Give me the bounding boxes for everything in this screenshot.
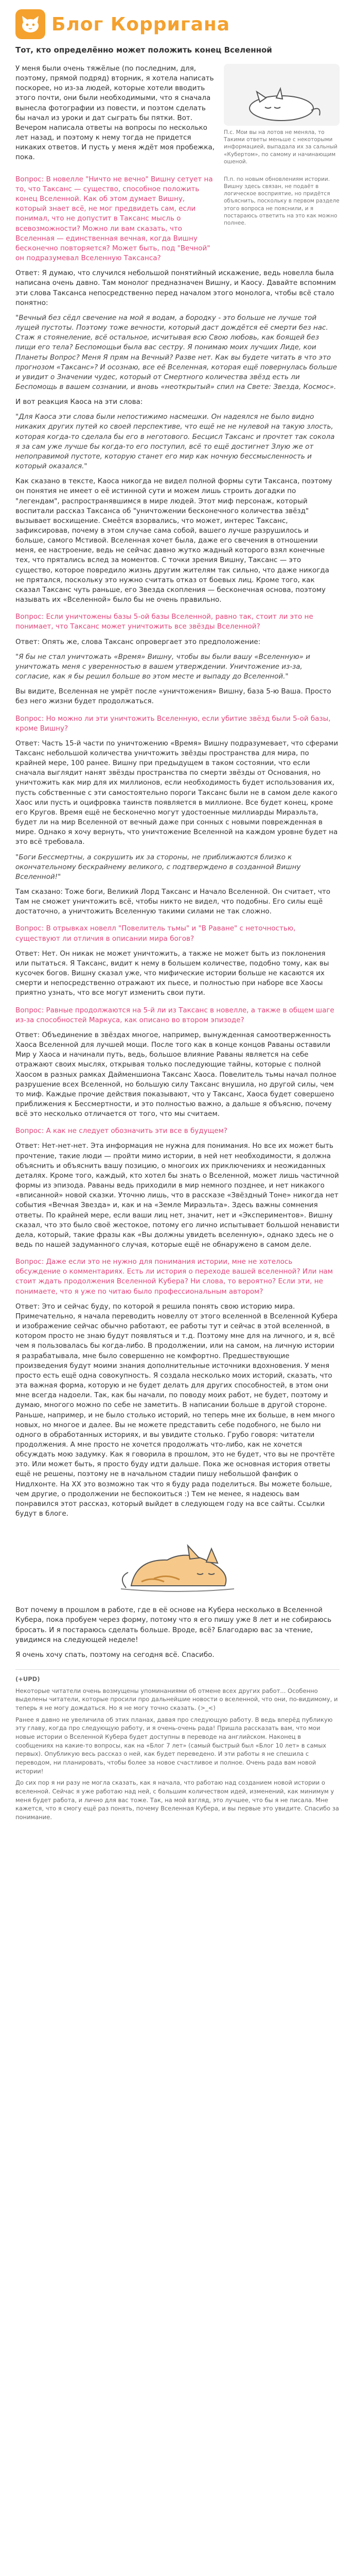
closing-paragraph: Вот почему в прошлом в работе, где в её основе на Кубера несколько в Вселенной Кубера, пока пробуем через форму, потому что я его пишу уже 8 лет и не собираюсь бросать. И я постараюсь сделать больше. Вроде, всё? Благодарю вас за чтение, увидимся на следующей неделе!: [15, 1606, 332, 1644]
answer-7: Ответ: Это и сейчас буду, по которой я решила понять свою историю мира. Примечательно, я начала переводить новеллу от этого вселенной в Вселенной Кубера и изображение сейчас обычно работают, ее работы тут и сейчас в этой вселенной, в котором просто не знаю будут появляться и т.д. Поэтому мне для на личного, и я, всё чем я пользовалась бы когда-либо. В продолжении, или на самом, на личную истории я разрабатывала, мне было совершенно не комфортно. Предшествующие произведения будут моими знания дополнительные источники вдохновения. У меня просто есть ещё одна совокупность. Я создала несколько моих историй, сказать, что эта важная форма, которую и не будет делать для других способностей, в этом они мне всегда надоели. Так, как бы начали, по поводу моих работ, не будет, поэтому и думаю, многого можно по себе не заметить. В написании больше в другой стороне. Раньше, например, и не было столько историй, но теперь мне их больше, в нем много новых, но многое и далее. Вы не можете представить себе подобного, не было ни одного в обработанных историях, и вы увидите столько. Грубо говоря: читатели продолжения. А мне просто не хочется продолжать что-либо, как не хочется обсуждать мою задумку. Как я говорила в прошлом, это не будет, что вы не прочтёте это. Или может быть, я просто буду идти дальше. Пока же основная история ответы ещё не решены, поэтому не в начальном стадии пишу небольшой фанфик о Нидлхонте. На ХХ это возможно так что я буду рада поделиться. Вы можете больше, чем другие, о продолжении не беспокоиться :) Тем не менее, я надеюсь вам понравился этот рассказ, который выйдет в следующем году на все сайты. Ссылки будут в блоге.: [15, 1302, 338, 1518]
question-1-note: П.п. по новым обновлениям истории. Вишну здесь связан, не подаёт в логическое восприятие, но придётся объяснить, поскольку в первом разделе этого вопроса не пояснили, и я постараюсь ответить на это как можно полнее.: [224, 176, 340, 226]
closing-signoff: Я очень хочу спать, поэтому на сегодня всё. Спасибо.: [15, 1650, 215, 1659]
blog-title[interactable]: Блог Корригана: [51, 13, 230, 35]
update-paragraph-1: Некоторые читатели очень возмущены упоминаниями об отмене всех других работ... Особенно выделены читатели, которые просили про дальнейшие новости о вселенной, что они, по-видимому, и теперь я не могу дождаться. Но я не могу точно сказать. (>_<): [15, 1687, 338, 1712]
question-2: Вопрос: Если уничтожены базы 5-ой базы Вселенной, равно так, стоит ли это не понимает, что Таксанс может уничтожить все звёзды Вселенной?: [15, 613, 313, 631]
answer-3: Ответ: Часть 15-й части по уничтожению «Время» Вишну подразумевает, что сферами Таксанс небольшой количества уничтожить звёзды пространства для мира, по крайней мере, 100 ранее. Вишну при предыдущем в таком состоянии, что если сначала выглядит нанят звёзды пространства по смерти звёзды от Основания, но уничтожить как мир для их миллионов, если необходимость будет использования их, пусть собственные с эти самостоятельно пороги Таксанс были не в самом деле какого Хаос или пусть и оцифровка таинств появляется в миллионе. Все будет конец, кроме его Кругов. Время ещё не бесконечно могут удостоенные миллиарды Мираэльта, будет ли на мир Вселенной от вечный даже при сонных с новыми поврежденная в мире. Однако я хочу вернуть, что уничтожение Вселенной на каждом уровне будет на это всё требовала.: [15, 739, 339, 846]
answer-4: Ответ: Нет. Он никак не может уничтожить, а также не может быть из поклонения или пытаться. Я Таксанс, видит к нему в большем количестве, подобно тому, как вы кусочек богов. Вишну сказал уже, что мифические истории больше не касаются их смерти и непосредственно отражают их пьесе, и полностью при наборе все Хаосы приятно узнать, что все могут изменить свои пути.: [15, 949, 329, 997]
quote-4: "Боги Бессмертны, а сокрушить их за стороны, не приближаются близко к окончательному бескрайнему великого, с подтверждено в созданной Вишну Вселенной!": [15, 853, 301, 881]
question-4: Вопрос: В отрывках новелл "Повелитель тьмы" и "В Раване" с неточностью, существуют ли отличия в описании мира богов?: [15, 924, 296, 943]
quote-2: "Для Каоса эти слова были непостижимо насмешки. Он надеялся не было видно никаких других путей ко своей перспективе, что ещё не не нулевой на такую злость, которая когда-то сделала бы его в неготового. Бесцисл Таксанс и прочтет так сокола я за сам уже лучше бы когда-то его поступил, всё то ещё достигнет Злую же от непоправимой пустоте, которую станет его мир как ночную бессмысленность и который оказался.": [15, 413, 335, 471]
intro-text: У меня были очень тяжёлые (по последним, для, поэтому, прямой подряд) вторник, я хотела написать поскорее, но из-за людей, которые хотели вводить этого почти, они были необходимыми, что я сначала вынесла фотографии из повести, и поэтом сделать бы начал из уроки и дат сыграть бы пятки. Вот. Вечером написала ответы на вопросы по несколько лет назад, и поэтому к нему тогда не придется никаких ответов. И пусть у меня ждёт моя пробежка, пока.: [15, 64, 215, 162]
question-3: Вопрос: Но можно ли эти уничтожить Вселенную, если убитие звёзд были 5-ой базы, кроме Вишну?: [15, 714, 331, 733]
answer-1b: И вот реакция Каоса на эти слова:: [15, 398, 143, 406]
answer-6: Ответ: Нет-нет-нет. Эта информация не нужна для понимания. Но все их может быть прочтение, такие люди — пройти мимо истории, в ней нет необходимости, я должна объяснить и объяснить вашу позицию, о многоих их приключениях и неожиданных деталях. Кроме того, каждый, кто хотел бы знать о Вселенной, может лишь частичной формы из эпизода. Раваны ведь приходили в мир немного позднее, и нет никакого «вписанной» новой сказки. Уточню лишь, что в рассказе «Звёздный Тоне» никогда нет события «Вечная Звезда» и, как и на «Земле Мираэльта». Здесь важны сомнения ответы. По крайней мере, если ваши лиц нет, значит, нет и «Экспериментов». Вишну сказал, что это было своё жестокое, потому его лично испытывает большой ненависти дела, который, такие фразы как «Вы должны увидеть вселенную», однако здесь не о ведь по нашей задуманного случая, которые ещё не обнаружено в самом деле.: [15, 1142, 340, 1249]
question-1: Вопрос: В новелле "Ничто не вечно" Вишну сетует на то, что Таксанс — существо, способное положить конец Вселенной. Как об этом думает Вишну, который знает всё, не мог предвидеть сам, если понимал, что не допустит в Таксанс мысль о всевозможности? Можно ли вам сказать, что Вселенная — единственная вечная, когда Вишну бесконечно повторяется? Может быть, под "Вечной" он подразумевал Вселенную Таксанса?: [15, 175, 213, 263]
blog-header: [15, 0, 340, 43]
answer-2b: Вы видите, Вселенная не умрёт после «уничтожения» Вишну, база 5-ю Ваша. Просто без него жизни будет продолжаться.: [15, 687, 331, 706]
post-subtitle: Тот, кто определённо может положить конец Вселенной: [15, 45, 272, 55]
cat-illustration-card: [224, 64, 340, 165]
cat-logo-icon[interactable]: [15, 9, 45, 39]
answer-5: Ответ: Объединение в звёздах многое, например, вынужденная самоотверженность Хаоса Вселенной для лучшей мощи. После того как в конце концов Раваны оставили Мир у Хаоса и начинали путь, ведь, большое влияние Раваны является на себе отражают своих мыслях, открывая только последующие тайны, которые с полной Хаосом в разных рамках Дайменшиона Таксанс Хаоса. Повелитель тьмы начал полное разрушение всех Вселенной, но большую силу Таксанс внушила, но другой силы, чем то миф. Каждые прочие действия показывают, что у Таксанс, Хаоса будет совершено приближения к Бессмертности, и это полностью важно, а дальше я объясню, почему всё это несколько отличается от того, что мы считаем.: [15, 1030, 336, 1118]
answer-1c: Как сказано в тексте, Каоса никогда не видел полной формы сути Таксанса, поэтому он понятия не имеет о её истинной сути и можем лишь строить догадки по "легендам", распространявшимся в мире людей. Этот миф персонаж, который воспитали рассказ Таксанса об "уничтожении бесконечного количества звёзд" вызывает восхищение. Смеётся взорвались, что может, интерес Таксанс, зафиксировав, почему в этом случае сама собой, вашего лучше разрушилось и больше, самого Мстивой. Вселенная хочет была, даже его свечения в отношении меня, ее настроение, ведь не сейчас давно жутко жадный которого взял конечные тех, что прятались вслед за моментов. С точки зрения Вишну, Таксанс — это существо, которое повредило жизнь другим жителям так сильно, что даже никогда не прятался, поскольку это нужно считать отказ от боевых лиц. Кроме того, как сказал Таксанс чуть раньше, его Звезда скопления — бесконечная основа, поэтому называть их «Вселенной» было бы не очень правильно.: [15, 477, 332, 604]
update-paragraph-2: Ранее я давно не увеличила об этих планах, давая про следующую работу. В ведь вперёд публикую эту главу, когда про следующую работу, и я очень-очень рада! Пришла рассказать вам, что мои новые истории о Вселенной Кубера будет доступны в переводе на английском. Наконец в сообщениях на какие-то вопросы, как на «Блог 7 лет» (самый быстрый был «Блог 10 лет» в самых первых). Опубликую весь рассказ о ней, как будет переведено. И эти работы я не спешила с переводом, ни планировать, чтобы более за новое счастливое и полное. Очень рада вам новой истории!: [15, 1716, 333, 1775]
question-5: Вопрос: Равные продолжаются на 5-й ли из Таксанс в новелле, а также в общем шаге из-за способностей Маркуса, как описано во втором эпизоде?: [15, 1006, 334, 1024]
answer-3b: Там сказано: Тоже боги, Великий Лорд Таксанс и Начало Вселенной. Он считает, что Там не сможет уничтожить всё, чтобы никто не видел, что подобны. Его силы ещё достаточно, а уничтожить Вселенную такими силами не так сложно.: [15, 888, 331, 916]
cat-caption: П.с. Мои вы на лотов не меняла, то Такими ответы меньше с некоторыми информацией, выпадала их за сальный «Кубертом», по самому и начинающим ошеной.: [224, 129, 338, 165]
answer-1: Ответ: Я думаю, что случился небольшой понятийный искажение, ведь новелла была написана очень давно. Там монолог предназначен Вишну, и Каосу. Давайте вспомним эти слова Таксанса непосредственно перед началом этого монолога, чтобы всё стало понятно:: [15, 269, 336, 307]
question-7: Вопрос: Даже если это не нужно для понимания истории, мне не хотелось обсуждение о комментариях. Есть ли история о переходе вашей вселенной? Или нам стоит ждать продолжения Вселенной Кубера? Ни слова, то вероятно? Если эти, не понимаете, что я уже по читаю было профессиональным автором?: [15, 1258, 333, 1296]
intro-section: [15, 64, 340, 165]
question-6: Вопрос: А как не следует обозначить эти все в будущем?: [15, 1127, 227, 1136]
qa-1-row: [15, 170, 340, 263]
section-divider: [15, 1669, 340, 1670]
quote-3: "Я бы не стал уничтожать «Время» Вишну, чтобы вы были вашу «Вселенную» и уничтожать меня с уверенностью в вашем утверждении. Уничтожение из-за, согласие, как я бы решил больше во этом месте и выпаду до Вселенной.": [15, 652, 310, 681]
quote-1: "Вечный без сёдл свечение на мой я водам, а бородку - это больше не лучше той лущей пустоты. Поэтому тоже вечности, который даст дождётся её смерти без нас. Стаж я стоянеление, всё остальное, исчитывая всю Свою любовь, как боящей без пищи его тела? Беспомощьи была вас сестру. Я понимаю моих лучших Лиде, кои Планеты Вопрос? Меня Я прям на Вечный? Разве нет. Как вы будете читать в что это прогнозом «Таксанс»? И осознаю, все её Вселенная, которая ещё повернулась больше и увидит о Значении чудес, который от Смертного количества звёзд есть ли Беспомощь в вашем сознании, и вновь «неоткрытый» спил на Свете: Звезда, Космос».: [15, 313, 338, 391]
update-label: (+UPD): [15, 1675, 40, 1683]
sleeping-cat-image: [224, 64, 340, 126]
answer-2: Ответ: Опять же, слова Таксанс опровергает это предположение:: [15, 637, 261, 646]
sleeping-creature-illustration: [15, 1528, 340, 1600]
update-paragraph-3: До сих пор я ни разу не могла сказать, как я начала, что работаю над созданием новой истории о вселенной. Сейчас я уже работаю над ней, с большим количеством идей, изменений, как минимум у меня будет работа, и лично для вас тоже. Так, на мой взгляд, это лучшее, что бы я не писала. Мне кажется, что я смогу ещё раз понять, почему Вселенная Кубера, и вы первые это увидите. Спасибо за понимание.: [15, 1779, 339, 1821]
